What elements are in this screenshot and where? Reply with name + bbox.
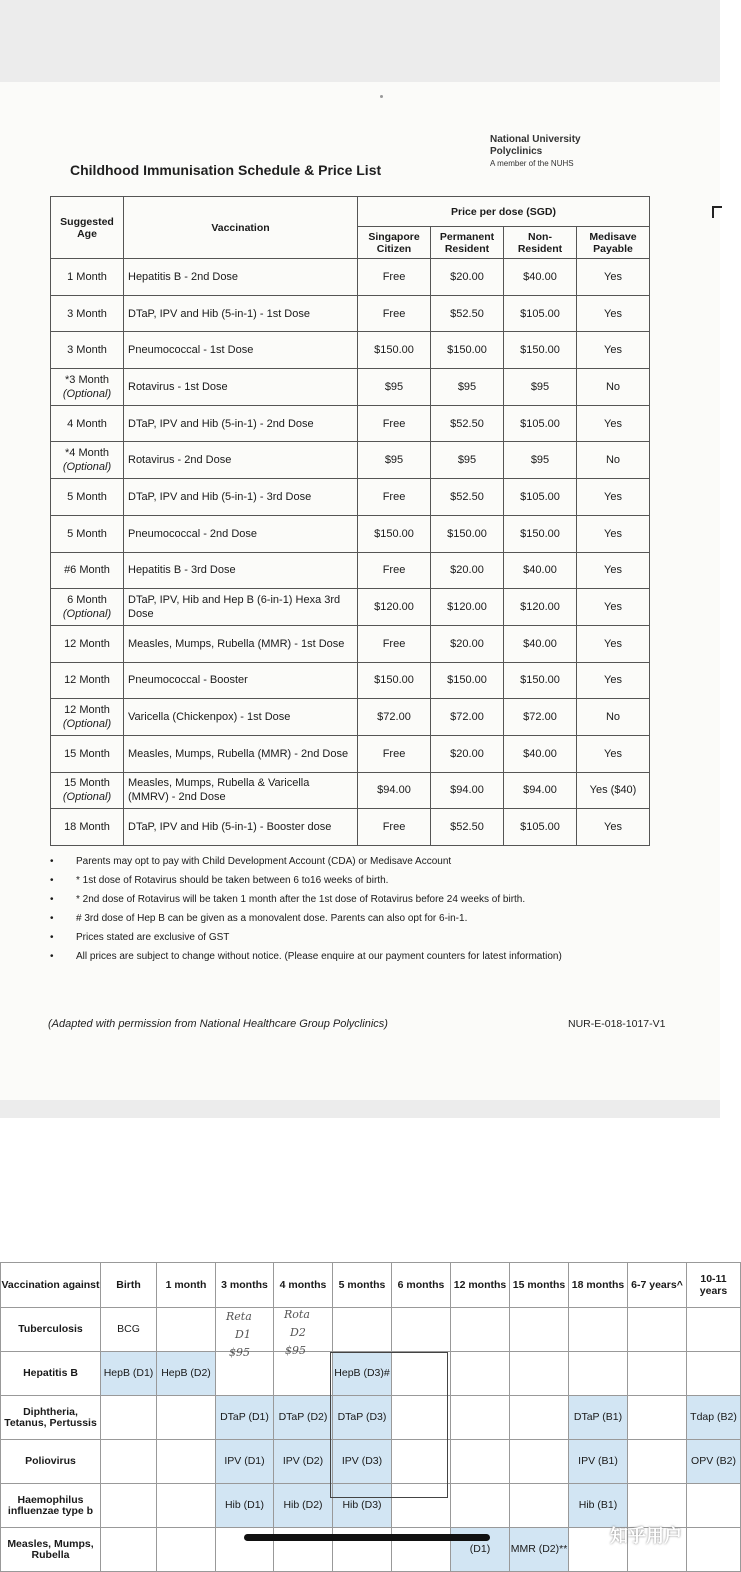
age-label: 12 Month xyxy=(64,704,110,717)
org-name-line-2: Polyclinics xyxy=(490,146,543,157)
vaccination-cell: Hepatitis B - 3rd Dose xyxy=(124,552,358,589)
header-citizen: Singapore Citizen xyxy=(358,227,431,259)
note-item xyxy=(50,871,610,890)
schedule-header-cell: 1 month xyxy=(157,1263,216,1308)
disease-name: Diphtheria, Tetanus, Pertussis xyxy=(1,1396,101,1440)
vaccination-cell: DTaP, IPV and Hib (5-in-1) - Booster dose xyxy=(124,809,358,846)
pr-price: $52.50 xyxy=(431,809,504,846)
vaccination-cell: Measles, Mumps, Rubella (MMR) - 1st Dose xyxy=(124,625,358,662)
schedule-cell: BCG xyxy=(101,1308,157,1352)
schedule-cell xyxy=(157,1484,216,1528)
medisave-payable: Yes xyxy=(577,809,650,846)
optional-label: (Optional) xyxy=(62,718,112,731)
handwriting-d1: D1 xyxy=(235,1328,251,1341)
pr-price: $20.00 xyxy=(431,625,504,662)
price-row xyxy=(51,772,650,809)
nonresident-price: $105.00 xyxy=(504,479,577,516)
vaccination-cell: Rotavirus - 1st Dose xyxy=(124,369,358,406)
bullet: • xyxy=(50,913,54,924)
note-text: # 3rd dose of Hep B can be given as a monovalent dose. Parents can also opt for 6-in-1. xyxy=(76,913,468,924)
schedule-cell: DTaP (D2) xyxy=(274,1396,333,1440)
price-row xyxy=(51,515,650,552)
age-cell xyxy=(51,589,124,626)
price-table-body xyxy=(51,259,650,846)
schedule-cell: DTaP (D3) xyxy=(333,1396,392,1440)
schedule-row xyxy=(1,1308,741,1352)
schedule-cell: Tdap (B2) xyxy=(687,1396,741,1440)
price-row xyxy=(51,332,650,369)
age-label: *3 Month xyxy=(64,373,110,386)
schedule-cell: HepB (D1) xyxy=(101,1352,157,1396)
medisave-payable: No xyxy=(577,442,650,479)
schedule-header-cell: 6 months xyxy=(392,1263,451,1308)
medisave-payable: Yes xyxy=(577,295,650,332)
schedule-cell xyxy=(569,1308,628,1352)
age-label: *4 Month xyxy=(64,447,110,460)
optional-label: (Optional) xyxy=(62,791,112,804)
price-row xyxy=(51,295,650,332)
medisave-payable: Yes ($40) xyxy=(577,772,650,809)
paper-mark xyxy=(380,95,383,98)
schedule-cell xyxy=(101,1528,157,1572)
schedule-document xyxy=(0,1262,737,1561)
citizen-price: Free xyxy=(358,405,431,442)
header-nonresident: Non-Resident xyxy=(504,227,577,259)
schedule-header-cell: 10-11 years xyxy=(687,1263,741,1308)
schedule-cell: IPV (B1) xyxy=(569,1440,628,1484)
price-row xyxy=(51,405,650,442)
nonresident-price: $40.00 xyxy=(504,552,577,589)
schedule-cell xyxy=(101,1484,157,1528)
page-edge-fragment xyxy=(712,206,722,218)
notes-list xyxy=(50,852,610,966)
citizen-price: $72.00 xyxy=(358,699,431,736)
medisave-payable: Yes xyxy=(577,515,650,552)
price-row xyxy=(51,479,650,516)
org-logo-text xyxy=(490,134,581,170)
nonresident-price: $120.00 xyxy=(504,589,577,626)
age-label: 3 Month xyxy=(67,344,107,357)
vaccination-cell: DTaP, IPV and Hib (5-in-1) - 3rd Dose xyxy=(124,479,358,516)
age-label: 12 Month xyxy=(64,674,110,687)
age-cell xyxy=(51,699,124,736)
nonresident-price: $105.00 xyxy=(504,295,577,332)
optional-label: (Optional) xyxy=(62,461,112,474)
note-item xyxy=(50,890,610,909)
schedule-cell: OPV (B2) xyxy=(687,1440,741,1484)
document-title: Childhood Immunisation Schedule & Price List xyxy=(70,162,382,178)
price-row xyxy=(51,625,650,662)
schedule-header-cell: Birth xyxy=(101,1263,157,1308)
disease-name: Tuberculosis xyxy=(1,1308,101,1352)
handwriting-d2: D2 xyxy=(290,1326,306,1339)
home-indicator xyxy=(244,1534,490,1541)
age-cell xyxy=(51,515,124,552)
age-cell xyxy=(51,259,124,296)
price-row xyxy=(51,369,650,406)
price-table xyxy=(50,196,650,846)
nonresident-price: $40.00 xyxy=(504,625,577,662)
schedule-cell xyxy=(333,1308,392,1352)
schedule-cell: Hib (D1) xyxy=(216,1484,274,1528)
medisave-payable: No xyxy=(577,369,650,406)
bullet: • xyxy=(50,932,54,943)
age-cell xyxy=(51,442,124,479)
pr-price: $52.50 xyxy=(431,295,504,332)
note-item xyxy=(50,852,610,871)
schedule-cell xyxy=(510,1484,569,1528)
citizen-price: $95 xyxy=(358,442,431,479)
medisave-payable: Yes xyxy=(577,405,650,442)
price-row xyxy=(51,259,650,296)
nonresident-price: $95 xyxy=(504,369,577,406)
schedule-cell xyxy=(687,1308,741,1352)
vaccination-cell: DTaP, IPV, Hib and Hep B (6-in-1) Hexa 3rd Dose xyxy=(124,589,358,626)
pr-price: $52.50 xyxy=(431,405,504,442)
citizen-price: $95 xyxy=(358,369,431,406)
schedule-cell: IPV (D1) xyxy=(216,1440,274,1484)
schedule-cell xyxy=(510,1396,569,1440)
org-name-line-1: National University xyxy=(490,134,581,145)
bullet: • xyxy=(50,951,54,962)
citizen-price: Free xyxy=(358,552,431,589)
nonresident-price: $40.00 xyxy=(504,259,577,296)
schedule-cell xyxy=(451,1484,510,1528)
hand-drawn-bracket xyxy=(330,1352,448,1498)
pr-price: $150.00 xyxy=(431,662,504,699)
schedule-cell xyxy=(157,1308,216,1352)
schedule-cell: DTaP (B1) xyxy=(569,1396,628,1440)
nonresident-price: $72.00 xyxy=(504,699,577,736)
medisave-payable: Yes xyxy=(577,479,650,516)
vaccination-cell: DTaP, IPV and Hib (5-in-1) - 1st Dose xyxy=(124,295,358,332)
citizen-price: $150.00 xyxy=(358,515,431,552)
vaccination-cell: Measles, Mumps, Rubella (MMR) - 2nd Dose xyxy=(124,735,358,772)
age-cell xyxy=(51,332,124,369)
optional-label: (Optional) xyxy=(62,387,112,400)
age-cell xyxy=(51,479,124,516)
nonresident-price: $95 xyxy=(504,442,577,479)
schedule-cell xyxy=(451,1308,510,1352)
age-label: 6 Month xyxy=(67,594,107,607)
schedule-cell xyxy=(157,1528,216,1572)
citizen-price: Free xyxy=(358,479,431,516)
schedule-cell xyxy=(510,1440,569,1484)
age-label: 5 Month xyxy=(67,490,107,503)
age-cell xyxy=(51,369,124,406)
handwriting-rota: Rota xyxy=(284,1308,310,1321)
citizen-price: $94.00 xyxy=(358,772,431,809)
price-row xyxy=(51,442,650,479)
adapted-note: (Adapted with permission from National Healthcare Group Polyclinics) xyxy=(48,1018,388,1030)
schedule-cell: IPV (D3) xyxy=(333,1440,392,1484)
pr-price: $20.00 xyxy=(431,259,504,296)
note-item xyxy=(50,909,610,928)
age-label: 1 Month xyxy=(67,270,107,283)
citizen-price: $150.00 xyxy=(358,662,431,699)
vaccination-cell: Hepatitis B - 2nd Dose xyxy=(124,259,358,296)
schedule-cell xyxy=(569,1352,628,1396)
schedule-cell: Hib (D2) xyxy=(274,1484,333,1528)
pr-price: $95 xyxy=(431,369,504,406)
citizen-price: Free xyxy=(358,809,431,846)
schedule-cell: (D1) xyxy=(451,1528,510,1572)
pr-price: $120.00 xyxy=(431,589,504,626)
pr-price: $20.00 xyxy=(431,735,504,772)
note-item xyxy=(50,928,610,947)
note-text: Prices stated are exclusive of GST xyxy=(76,932,230,943)
pr-price: $150.00 xyxy=(431,515,504,552)
price-row xyxy=(51,699,650,736)
schedule-header-cell: 3 months xyxy=(216,1263,274,1308)
schedule-header-cell: 4 months xyxy=(274,1263,333,1308)
schedule-cell xyxy=(451,1440,510,1484)
medisave-payable: Yes xyxy=(577,662,650,699)
nonresident-price: $105.00 xyxy=(504,405,577,442)
schedule-cell xyxy=(510,1352,569,1396)
vaccination-cell: Pneumococcal - 1st Dose xyxy=(124,332,358,369)
schedule-header-cell: 15 months xyxy=(510,1263,569,1308)
pr-price: $20.00 xyxy=(431,552,504,589)
medisave-payable: Yes xyxy=(577,259,650,296)
medisave-payable: No xyxy=(577,699,650,736)
schedule-cell xyxy=(628,1352,687,1396)
nonresident-price: $150.00 xyxy=(504,515,577,552)
disease-name: Hepatitis B xyxy=(1,1352,101,1396)
vaccination-cell: Measles, Mumps, Rubella & Varicella (MMRV) - 2nd Dose xyxy=(124,772,358,809)
schedule-cell xyxy=(392,1308,451,1352)
age-cell xyxy=(51,295,124,332)
citizen-price: Free xyxy=(358,625,431,662)
medisave-payable: Yes xyxy=(577,589,650,626)
age-cell xyxy=(51,405,124,442)
age-cell xyxy=(51,735,124,772)
header-price: Price per dose (SGD) xyxy=(358,197,650,227)
org-subtitle: A member of the NUHS xyxy=(490,159,574,168)
nonresident-price: $150.00 xyxy=(504,332,577,369)
schedule-cell xyxy=(157,1396,216,1440)
price-row xyxy=(51,662,650,699)
pr-price: $94.00 xyxy=(431,772,504,809)
medisave-payable: Yes xyxy=(577,332,650,369)
schedule-header-row xyxy=(1,1263,741,1308)
header-pr: Permanent Resident xyxy=(431,227,504,259)
vaccination-cell: Rotavirus - 2nd Dose xyxy=(124,442,358,479)
header-medisave: Medisave Payable xyxy=(577,227,650,259)
disease-name: Measles, Mumps, Rubella xyxy=(1,1528,101,1572)
pr-price: $95 xyxy=(431,442,504,479)
schedule-cell xyxy=(687,1484,741,1528)
bullet: • xyxy=(50,856,54,867)
handwriting-reta: Reta xyxy=(226,1310,252,1323)
nonresident-price: $94.00 xyxy=(504,772,577,809)
price-list-document xyxy=(0,82,720,1100)
age-cell xyxy=(51,662,124,699)
note-text: All prices are subject to change without notice. (Please enquire at our payment counters for latest information) xyxy=(76,951,562,962)
schedule-cell xyxy=(628,1440,687,1484)
citizen-price: $150.00 xyxy=(358,332,431,369)
schedule-cell xyxy=(451,1352,510,1396)
handwriting-95-a: $95 xyxy=(229,1346,250,1359)
price-row xyxy=(51,735,650,772)
price-row xyxy=(51,589,650,626)
schedule-cell xyxy=(510,1308,569,1352)
top-margin xyxy=(0,0,720,82)
note-text: * 1st dose of Rotavirus should be taken between 6 to16 weeks of birth. xyxy=(76,875,389,886)
schedule-cell xyxy=(101,1396,157,1440)
schedule-cell xyxy=(687,1352,741,1396)
schedule-cell: IPV (D2) xyxy=(274,1440,333,1484)
vaccination-cell: Pneumococcal - 2nd Dose xyxy=(124,515,358,552)
vaccination-cell: Varicella (Chickenpox) - 1st Dose xyxy=(124,699,358,736)
vaccination-cell: DTaP, IPV and Hib (5-in-1) - 2nd Dose xyxy=(124,405,358,442)
disease-name: Poliovirus xyxy=(1,1440,101,1484)
schedule-cell: HepB (D2) xyxy=(157,1352,216,1396)
age-label: 18 Month xyxy=(64,821,110,834)
schedule-header-cell: 6-7 years^ xyxy=(628,1263,687,1308)
schedule-header-cell: 12 months xyxy=(451,1263,510,1308)
pr-price: $72.00 xyxy=(431,699,504,736)
bullet: • xyxy=(50,875,54,886)
age-label: 12 Month xyxy=(64,637,110,650)
price-row xyxy=(51,552,650,589)
age-label: 5 Month xyxy=(67,527,107,540)
age-label: 15 Month xyxy=(64,777,110,790)
age-cell xyxy=(51,809,124,846)
schedule-header-cell: 5 months xyxy=(333,1263,392,1308)
age-label: 3 Month xyxy=(67,307,107,320)
schedule-cell: Hib (D3) xyxy=(333,1484,392,1528)
schedule-cell xyxy=(628,1484,687,1528)
vaccination-cell: Pneumococcal - Booster xyxy=(124,662,358,699)
schedule-cell: Hib (B1) xyxy=(569,1484,628,1528)
schedule-cell xyxy=(101,1440,157,1484)
schedule-cell: DTaP (D1) xyxy=(216,1396,274,1440)
nonresident-price: $150.00 xyxy=(504,662,577,699)
note-text: Parents may opt to pay with Child Development Account (CDA) or Medisave Account xyxy=(76,856,452,867)
schedule-header-cell: 18 months xyxy=(569,1263,628,1308)
medisave-payable: Yes xyxy=(577,552,650,589)
bullet: • xyxy=(50,894,54,905)
citizen-price: Free xyxy=(358,259,431,296)
citizen-price: $120.00 xyxy=(358,589,431,626)
medisave-payable: Yes xyxy=(577,735,650,772)
schedule-cell xyxy=(628,1308,687,1352)
age-cell xyxy=(51,772,124,809)
schedule-cell: MMR (D2)** xyxy=(510,1528,569,1572)
pr-price: $52.50 xyxy=(431,479,504,516)
handwriting-95-b: $95 xyxy=(285,1344,306,1357)
schedule-cell xyxy=(274,1352,333,1396)
schedule-cell xyxy=(687,1528,741,1572)
document-code: NUR-E-018-1017-V1 xyxy=(568,1018,666,1030)
citizen-price: Free xyxy=(358,295,431,332)
pr-price: $150.00 xyxy=(431,332,504,369)
age-cell xyxy=(51,552,124,589)
medisave-payable: Yes xyxy=(577,625,650,662)
schedule-header-cell: Vaccination against xyxy=(1,1263,101,1308)
optional-label: (Optional) xyxy=(62,608,112,621)
note-item xyxy=(50,947,610,966)
age-cell xyxy=(51,625,124,662)
nonresident-price: $40.00 xyxy=(504,735,577,772)
price-row xyxy=(51,809,650,846)
citizen-price: Free xyxy=(358,735,431,772)
age-label: 15 Month xyxy=(64,747,110,760)
watermark: 知乎用户 xyxy=(610,1526,682,1546)
header-vaccination: Vaccination xyxy=(124,197,358,259)
schedule-cell xyxy=(628,1396,687,1440)
age-label: 4 Month xyxy=(67,417,107,430)
disease-name: Haemophilus influenzae type b xyxy=(1,1484,101,1528)
separator-margin xyxy=(0,1100,720,1118)
schedule-cell xyxy=(157,1440,216,1484)
schedule-cell: HepB (D3)# xyxy=(333,1352,392,1396)
age-label: #6 Month xyxy=(64,564,110,577)
note-text: * 2nd dose of Rotavirus will be taken 1 month after the 1st dose of Rotavirus before 24 weeks of birth. xyxy=(76,894,526,905)
schedule-cell xyxy=(451,1396,510,1440)
nonresident-price: $105.00 xyxy=(504,809,577,846)
header-age: Suggested Age xyxy=(51,197,124,259)
